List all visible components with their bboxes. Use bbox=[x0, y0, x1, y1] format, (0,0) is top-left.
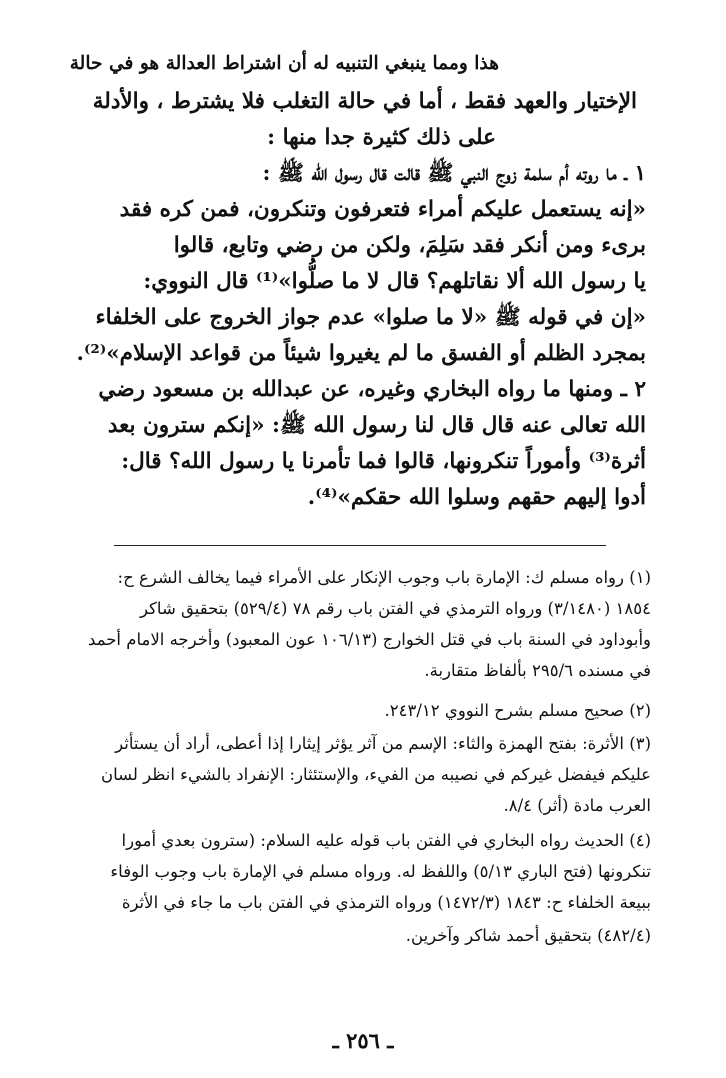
body-line-6: برىء ومن أنكر فقد سَلِمَ، ولكن من رضي وتابع، قالوا bbox=[173, 233, 646, 258]
body-line-12: أثرة⁽³⁾ وأموراً تنكرونها، قالوا فما تأمرنا يا رسول الله؟ قال: bbox=[121, 449, 646, 474]
body-line-11: الله تعالى عنه قال قال لنا رسول الله ﷺ: «إنكم سترون بعد bbox=[107, 413, 646, 438]
body-line-5: «إنه يستعمل عليكم أمراء فتعرفون وتنكرون، فمن كره فقد bbox=[119, 197, 646, 222]
body-line-1: هذا ومما ينبغي التنبيه له أن اشتراط العدالة هو في حالة bbox=[69, 53, 499, 74]
body-line-10: ٢ ـ ومنها ما رواه البخاري وغيره، عن عبدالله بن مسعود رضي bbox=[98, 377, 646, 402]
footnote-4-line-2: تنكرونها (فتح الباري ٥/١٣) واللفظ له. ورواه مسلم في الإمارة باب وجوب الوفاء bbox=[110, 862, 651, 881]
body-line-2: الإختيار والعهد فقط ، أما في حالة التغلب فلا يشترط ، والأدلة bbox=[92, 89, 637, 114]
footnote-2: (٢) صحيح مسلم بشرح النووي ٢٤٣/١٢. bbox=[384, 701, 651, 720]
footnote-4-line-1: (٤) الحديث رواه البخاري في الفتن باب قوله عليه السلام: (سترون بعدي أمورا bbox=[121, 831, 651, 850]
footnote-3-line-3: العرب مادة (أثر) ٨/٤. bbox=[503, 796, 651, 815]
page-number: ـ ٢٥٦ ـ bbox=[332, 1028, 394, 1053]
body-line-8: «إن في قوله ﷺ «لا ما صلوا» عدم جواز الخروج على الخلفاء bbox=[95, 305, 646, 330]
footnote-4-line-4: (٤٨٢/٤) بتحقيق أحمد شاكر وآخرين. bbox=[405, 926, 651, 945]
body-line-7: يا رسول الله ألا نقاتلهم؟ قال لا ما صلُّوا»⁽¹⁾ قال النووي: bbox=[143, 269, 646, 294]
footnote-4-line-3: ببيعة الخلفاء ح: ١٨٤٣ (١٤٧٢/٣) ورواه الترمذي في الفتن باب ما جاء في الأثرة bbox=[121, 893, 651, 912]
body-line-4: ١ ـ ما روته أم سلمة زوج النبي ﷺ قالت قال رسول الله ﷺ : bbox=[262, 161, 646, 186]
footnote-1-line-4: في مسنده ٢٩٥/٦ بألفاظ متقاربة. bbox=[424, 661, 651, 680]
footnote-1-line-3: وأبوداود في السنة باب في قتل الخوارج (١٠٦/١٣ عون المعبود) وأخرجه الامام أحمد bbox=[88, 630, 651, 649]
footnote-3-line-1: (٣) الأثرة: بفتح الهمزة والثاء: الإسم من آثر يؤثر إيثارا إذا أعطى، أراد أن يستأثر bbox=[115, 734, 651, 753]
footnote-1-line-1: (١) رواه مسلم ك: الإمارة باب وجوب الإنكار على الأمراء فيما يخالف الشرع ح: bbox=[117, 568, 651, 587]
body-line-13: أدوا إليهم حقهم وسلوا الله حقكم»⁽⁴⁾. bbox=[307, 485, 646, 510]
body-line-9: بمجرد الظلم أو الفسق ما لم يغيروا شيئاً من قواعد الإسلام»⁽²⁾. bbox=[76, 341, 646, 366]
footnote-1-line-2: ١٨٥٤ (٣/١٤٨٠) ورواه الترمذي في الفتن باب رقم ٧٨ (٥٢٩/٤) بتحقيق شاكر bbox=[139, 599, 651, 618]
footnote-divider bbox=[114, 545, 606, 546]
footnote-3-line-2: عليكم فيفضل غيركم في نصيبه من الفيء، والإستئثار: الإنفراد بالشيء انظر لسان bbox=[100, 765, 651, 784]
body-line-3: على ذلك كثيرة جدا منها : bbox=[267, 125, 496, 150]
